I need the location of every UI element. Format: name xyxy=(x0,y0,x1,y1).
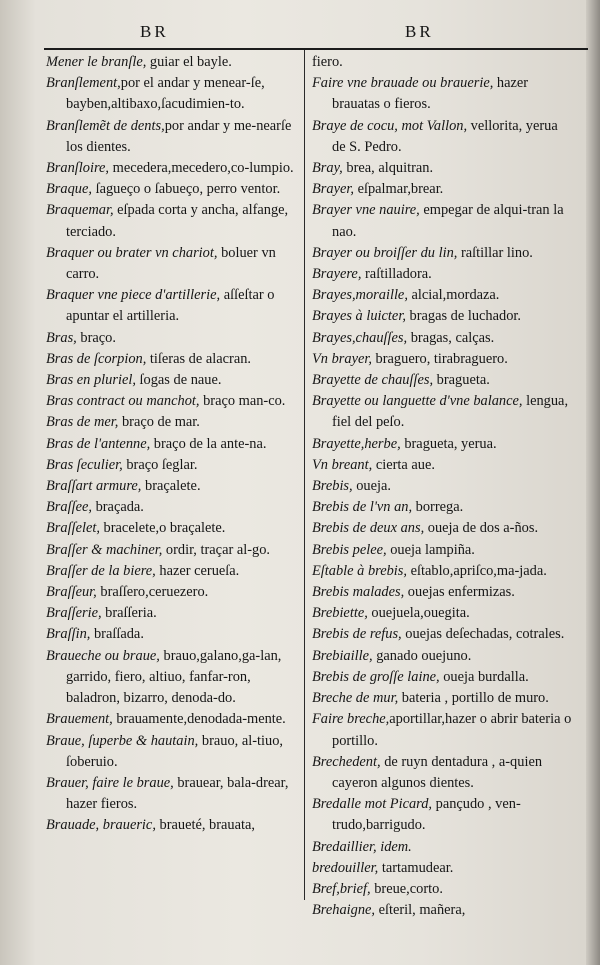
entry-definition: ordir, traçar al-go. xyxy=(162,541,271,558)
entry-definition: ganado ouejuno. xyxy=(372,647,472,664)
entry-headword: Braſſin, xyxy=(46,626,91,643)
entry-definition: raſtillar lino. xyxy=(457,244,533,261)
entry-headword: Brechedent, xyxy=(312,753,381,770)
entry-headword: Brayes à luicter, xyxy=(312,308,406,325)
entry-definition: bragas, calças. xyxy=(407,329,495,346)
dictionary-entry xyxy=(312,561,574,582)
dictionary-entry xyxy=(46,709,304,730)
entry-definition: braço man-co. xyxy=(199,393,286,410)
dictionary-entry xyxy=(46,455,304,476)
running-head-right: BR xyxy=(405,22,434,41)
dictionary-entry xyxy=(312,434,574,455)
dictionary-entry xyxy=(46,497,304,518)
dictionary-entry xyxy=(46,52,304,73)
entry-headword: Braſſerie, xyxy=(46,605,102,622)
dictionary-entry xyxy=(312,306,574,327)
entry-headword: Bras de mer, xyxy=(46,414,119,431)
entry-headword: Bredaillier, idem. xyxy=(312,838,412,855)
entry-definition: braueté, brauata, xyxy=(155,817,255,834)
column-divider xyxy=(304,50,305,900)
dictionary-entry xyxy=(312,794,574,836)
entry-definition: por el andar y menear-ſe, bayben,altibaxo,ſacudimien-to. xyxy=(66,75,265,113)
dictionary-entry xyxy=(312,582,574,603)
entry-headword: Braſſer de la biere, xyxy=(46,562,156,579)
entry-definition: brauear, bala-drear, hazer fieros. xyxy=(66,774,289,813)
entry-headword: Branſloire, xyxy=(46,160,110,177)
entry-definition: braço ſeglar. xyxy=(122,456,198,473)
dictionary-entry xyxy=(46,200,304,242)
dictionary-entry xyxy=(46,116,304,158)
entry-headword: Bras ſeculier, xyxy=(46,456,123,473)
entry-headword: Braſſee, xyxy=(46,499,92,516)
entry-definition: ouejas enfermizas. xyxy=(404,584,515,601)
entry-headword: Braſſart armure, xyxy=(46,478,142,495)
entry-headword: Bras, xyxy=(46,329,77,346)
entry-definition: ſogas de naue. xyxy=(135,372,222,389)
entry-definition: brea, alquitran. xyxy=(342,160,434,177)
dictionary-entry xyxy=(46,561,304,582)
entry-headword: Brebis malades, xyxy=(312,584,405,601)
dictionary-entry xyxy=(312,264,574,285)
entry-headword: Brayer, xyxy=(312,181,354,198)
entry-definition: mecedera,mecedero,co-lumpio. xyxy=(109,160,294,177)
entry-definition: ouejuela,ouegita. xyxy=(367,605,470,622)
entry-definition: hazer cerueſa. xyxy=(155,562,240,579)
entry-definition: guiar el bayle. xyxy=(146,54,232,70)
entry-definition: bateria , portillo de muro. xyxy=(398,690,549,707)
dictionary-entry xyxy=(46,624,304,645)
dictionary-entry xyxy=(312,200,574,242)
entry-definition: por andar y me-nearſe los dientes. xyxy=(66,117,292,155)
dictionary-entry xyxy=(46,518,304,539)
entry-definition: bragueta, yerua. xyxy=(400,435,497,452)
dictionary-entry xyxy=(312,391,574,433)
entry-headword: Brebis de deux ans, xyxy=(312,520,425,537)
entry-headword: Brebis de l'vn an, xyxy=(312,499,413,516)
entry-headword: Brayette de chauſſes, xyxy=(312,372,434,389)
dictionary-entry xyxy=(46,731,304,773)
entry-headword: Brayette,herbe, xyxy=(312,435,401,452)
left-column xyxy=(46,52,304,837)
entry-headword: Brayes,moraille, xyxy=(312,287,408,304)
entry-headword: Bref,brief, xyxy=(312,880,371,897)
entry-definition: brauo,galano,ga-lan, garrido, fiero, altiuo, fanfar-ron, baladron, bizarro, denoda-do. xyxy=(66,647,282,707)
entry-headword: Braſſeur, xyxy=(46,584,97,601)
entry-definition: brauo, al-tiuo, ſoberuio. xyxy=(66,732,284,770)
entry-definition: pançudo , ven-trudo,barrigudo. xyxy=(332,796,521,834)
entry-headword: Braquer ou brater vn chariot, xyxy=(46,244,218,261)
dictionary-entry xyxy=(312,667,574,688)
entry-definition: ſagueço o ſabueço, perro ventor. xyxy=(91,181,281,198)
entry-definition: braſſeria. xyxy=(101,605,157,622)
entry-definition: aportillar,hazer o abrir bateria o portillo. xyxy=(332,711,572,749)
dictionary-entry xyxy=(46,603,304,624)
dictionary-entry xyxy=(312,518,574,539)
entry-definition: braçalete. xyxy=(141,478,201,495)
entry-definition: braguero, tirabraguero. xyxy=(371,350,508,367)
entry-headword: Brebis de refus, xyxy=(312,626,402,643)
entry-definition: empegar de alqui-tran la nao. xyxy=(332,202,564,240)
dictionary-entry xyxy=(312,370,574,391)
dictionary-entry xyxy=(46,412,304,433)
dictionary-entry xyxy=(312,837,574,858)
entry-definition: braſſada. xyxy=(90,626,144,643)
entry-headword: Vn brayer, xyxy=(312,350,372,367)
dictionary-entry xyxy=(46,370,304,391)
dictionary-entry xyxy=(46,179,304,200)
dictionary-entry xyxy=(312,52,574,73)
entry-headword: Breche de mur, xyxy=(312,690,399,707)
entry-definition: braço de mar. xyxy=(118,414,200,431)
dictionary-entry xyxy=(312,349,574,370)
entry-headword: Braquer vne piece d'artillerie, xyxy=(46,287,221,304)
dictionary-entry xyxy=(46,773,304,815)
entry-definition: hazer brauatas o fieros. xyxy=(332,75,529,113)
book-spine-shadow xyxy=(586,0,600,965)
entry-definition: ouejas deſechadas, cotrales. xyxy=(401,626,565,643)
dictionary-entry xyxy=(312,179,574,200)
entry-definition: oueja burdalla. xyxy=(439,668,529,685)
entry-headword: Brayes,chauſſes, xyxy=(312,329,408,346)
dictionary-entry xyxy=(46,646,304,710)
entry-definition: brauamente,denodada-mente. xyxy=(112,711,286,728)
entry-headword: Bray, xyxy=(312,160,343,177)
entry-definition: bragueta. xyxy=(433,372,490,389)
entry-definition: borrega. xyxy=(412,499,464,516)
entry-definition: de ruyn dentadura , a-quien cayeron algunos dientes. xyxy=(332,753,543,791)
dictionary-entry xyxy=(312,603,574,624)
dictionary-entry xyxy=(46,349,304,370)
entry-headword: Brebis de groſſe laine, xyxy=(312,668,440,685)
entry-headword: Braueche ou braue, xyxy=(46,647,160,664)
dictionary-entry xyxy=(312,116,574,158)
entry-headword: Eſtable à brebis, xyxy=(312,562,407,579)
entry-headword: Braſſer & machiner, xyxy=(46,541,163,558)
entry-definition: oueja lampiña. xyxy=(386,541,475,558)
dictionary-entry xyxy=(312,858,574,879)
dictionary-entry xyxy=(312,900,574,921)
dictionary-entry xyxy=(312,497,574,518)
right-column xyxy=(312,52,574,921)
dictionary-entry xyxy=(312,540,574,561)
entry-definition: tartamudear. xyxy=(378,859,454,876)
dictionary-entry xyxy=(46,73,304,115)
entry-headword: Brebis pelee, xyxy=(312,541,387,558)
entry-definition: bracelete,o braçalete. xyxy=(99,520,226,537)
entry-headword: Brehaigne, xyxy=(312,902,376,919)
entry-definition: cierta aue. xyxy=(372,456,435,473)
entry-headword: bredouiller, xyxy=(312,859,379,876)
dictionary-entry xyxy=(312,624,574,645)
entry-headword: Faire vne brauade ou brauerie, xyxy=(312,75,494,92)
dictionary-entry xyxy=(46,391,304,412)
dictionary-entry xyxy=(312,476,574,497)
entry-headword: Braque, xyxy=(46,181,92,198)
dictionary-entry xyxy=(312,73,574,115)
entry-headword: Bredalle mot Picard, xyxy=(312,796,433,813)
dictionary-entry xyxy=(312,752,574,794)
dictionary-entry xyxy=(46,158,304,179)
dictionary-entry xyxy=(46,434,304,455)
dictionary-entry xyxy=(312,455,574,476)
entry-headword: Mener le branſle, xyxy=(46,54,147,70)
dictionary-entry xyxy=(312,709,574,751)
entry-headword: Branſlement, xyxy=(46,75,121,92)
dictionary-entry xyxy=(312,158,574,179)
entry-definition: boluer vn carro. xyxy=(66,244,276,283)
entry-definition: braçada. xyxy=(91,499,144,516)
entry-definition: eſpalmar,brear. xyxy=(353,181,444,198)
entry-definition: oueja. xyxy=(352,478,391,495)
entry-definition: tiſeras de alacran. xyxy=(146,350,251,367)
dictionary-entry xyxy=(46,476,304,497)
dictionary-entry xyxy=(312,285,574,306)
entry-headword: Vn breant, xyxy=(312,456,373,473)
entry-headword: Bras en pluriel, xyxy=(46,372,136,389)
entry-definition: eſtablo,apriſco,ma-jada. xyxy=(407,562,547,579)
header-rule xyxy=(44,48,588,50)
running-head-left: BR xyxy=(140,22,169,41)
dictionary-entry xyxy=(312,879,574,900)
entry-definition: fiero. xyxy=(312,54,343,70)
dictionary-entry xyxy=(312,688,574,709)
entry-headword: Brebis, xyxy=(312,478,353,495)
entry-headword: Brayer vne nauire, xyxy=(312,202,420,219)
dictionary-entry xyxy=(46,243,304,285)
entry-headword: Brayette ou languette d'vne balance, xyxy=(312,393,523,410)
dictionary-entry xyxy=(46,328,304,349)
entry-headword: Braquemar, xyxy=(46,202,114,219)
entry-definition: aſſeſtar o apuntar el artilleria. xyxy=(66,287,275,325)
entry-definition: braſſero,ceruezero. xyxy=(96,584,209,601)
entry-definition: oueja de dos a-ños. xyxy=(424,520,539,537)
dictionary-entry xyxy=(46,582,304,603)
dictionary-entry xyxy=(312,646,574,667)
entry-definition: bragas de luchador. xyxy=(405,308,522,325)
entry-definition: braço de la ante-na. xyxy=(150,435,267,452)
dictionary-entry xyxy=(312,243,574,264)
dictionary-entry xyxy=(312,328,574,349)
entry-headword: Braue, ſuperbe & hautain, xyxy=(46,732,199,749)
entry-headword: Brebiette, xyxy=(312,605,368,622)
entry-definition: eſteril, mañera, xyxy=(375,902,466,919)
entry-definition: eſpada corta y ancha, alfange, terciado. xyxy=(66,202,289,240)
entry-headword: Bras contract ou manchot, xyxy=(46,393,200,410)
entry-headword: Branſlemẽt de dents, xyxy=(46,117,165,134)
entry-headword: Brauade, braueric, xyxy=(46,817,156,834)
entry-definition: raſtilladora. xyxy=(361,266,432,283)
entry-definition: alcial,mordaza. xyxy=(407,287,500,304)
dictionary-entry xyxy=(46,815,304,836)
entry-headword: Brauer, faire le braue, xyxy=(46,774,174,791)
entry-definition: braço. xyxy=(76,329,116,346)
entry-headword: Brayer ou broiſſer du lin, xyxy=(312,244,458,261)
entry-definition: lengua, fiel del peſo. xyxy=(332,393,569,431)
entry-headword: Brebiaille, xyxy=(312,647,373,664)
entry-headword: Faire breche, xyxy=(312,711,390,728)
entry-definition: vellorita, yerua de S. Pedro. xyxy=(332,117,558,155)
entry-headword: Brauement, xyxy=(46,711,113,728)
entry-headword: Bras de l'antenne, xyxy=(46,435,151,452)
entry-headword: Braye de cocu, mot Vallon, xyxy=(312,117,468,134)
entry-headword: Braſſelet, xyxy=(46,520,100,537)
entry-headword: Bras de ſcorpion, xyxy=(46,350,147,367)
dictionary-entry xyxy=(46,285,304,327)
dictionary-entry xyxy=(46,540,304,561)
entry-headword: Brayere, xyxy=(312,266,362,283)
entry-definition: breue,corto. xyxy=(370,880,443,897)
